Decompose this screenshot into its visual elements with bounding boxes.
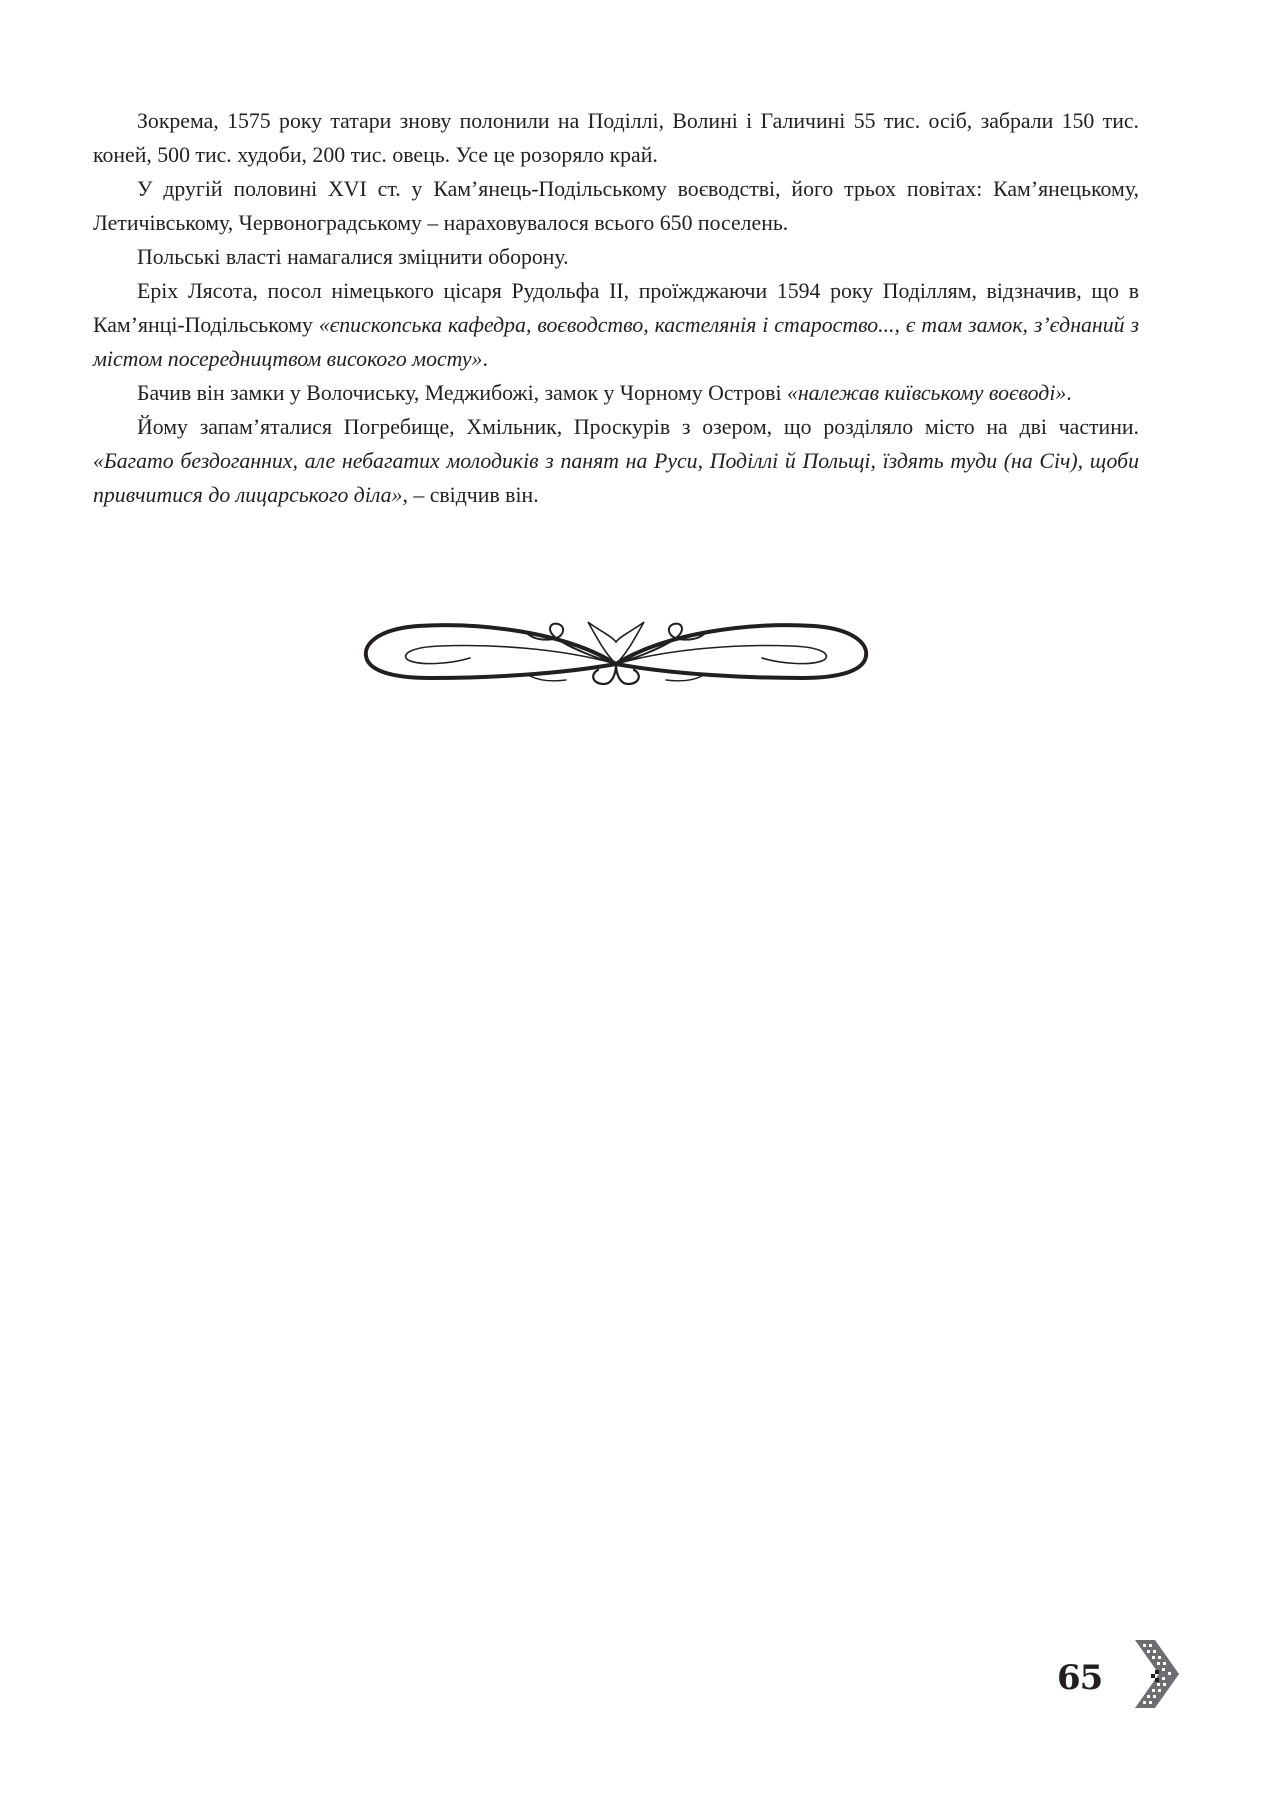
text-span: У другій половині XVI ст. у Кам’янець-Подільському воєводстві, його трьох повітах: Кам’янецькому, Летичівському, Червоноградському – нараховувалося всього 650 поселень. [93, 177, 1139, 235]
quote: «Багато бездоганних, але небагатих молодиків з панят на Руси, Поділлі й Польщі, їздять туди (на Січ), щоби привчитися до лицарського діла» [93, 449, 1139, 507]
text-span: Бачив він замки у Волочиську, Меджибожі, замок у Чорному Острові [137, 381, 787, 405]
quote: «належав київському воєводі» [786, 381, 1067, 405]
quote: «єпископська кафедра, воєводство, кастелянія і староство..., є там замок, з’єднаний з містом посередництвом високого мосту» [93, 313, 1139, 371]
embroidery-motif-icon [1135, 1640, 1185, 1708]
text-span: Зокрема, 1575 року татари знову полонили на Поділлі, Волині і Галичині 55 тис. осіб, забрали 150 тис. коней, 500 тис. худоби, 200 тис. овець. Усе це розоряло край. [93, 109, 1139, 167]
paragraph [93, 376, 1139, 410]
body-text [93, 104, 1139, 512]
paragraph [93, 274, 1139, 376]
text-span: . [1066, 381, 1072, 405]
text-span: Йому запам’яталися Погребище, Хмільник, Проскурів з озером, що розділяло місто на дві частини. [137, 415, 1139, 439]
paragraph [93, 410, 1139, 512]
page-number: 65 [1057, 1658, 1103, 1698]
paragraph [93, 104, 1139, 172]
paragraph [93, 240, 1139, 274]
text-span: , – свідчив він. [402, 483, 539, 507]
paragraph [93, 172, 1139, 240]
text-span: Еріх Лясота, посол німецького цісаря Рудольфа II, проїжджаючи 1594 року Поділлям, відзначив, що в Кам’янці-Подільському [93, 279, 1139, 337]
text-span: . [482, 347, 488, 371]
text-span: Польські власті намагалися зміцнити оборону. [137, 245, 569, 269]
flourish-ornament-icon [360, 612, 872, 692]
